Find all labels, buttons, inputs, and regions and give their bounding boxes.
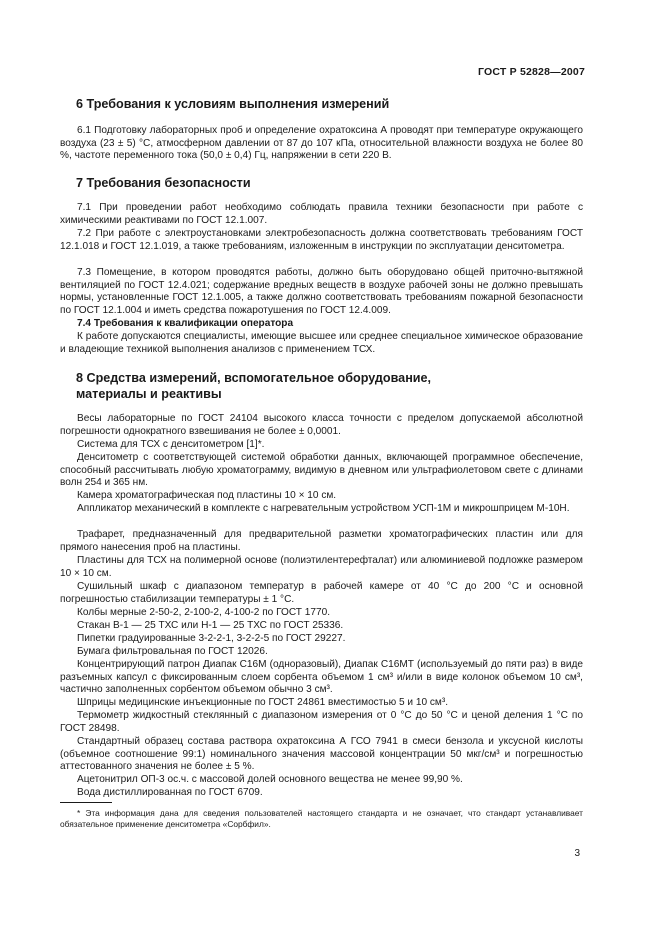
equipment-item-17: Вода дистиллированная по ГОСТ 6709. [77, 787, 263, 798]
equipment-item-10: Пипетки градуированные 3-2-2-1, 3-2-2-5 по ГОСТ 29227. [77, 633, 346, 644]
paragraph-7-2: 7.2 При работе с электроустановками электробезопасность должна соответствовать требованиям ГОСТ 12.1.018 и ГОСТ 12.1.019, а также требованиям, изложенным в инструкции по эксплуатации денситометра. [60, 228, 583, 252]
page-number: 3 [574, 848, 580, 859]
equipment-item-2: Денситометр с соответствующей системой обработки данных, включающей программное обеспечение, способный рассчитывать любую хроматограмму, видимую в дневном или ультрафиолетовом свете с длинами волн 254 и 365 нм. [60, 452, 583, 489]
section-8-title-line2 [76, 386, 222, 402]
section-8-title-line1: 8 Средства измерений, вспомогательное оборудование, [76, 371, 432, 385]
equipment-item-6: Пластины для ТСХ на полимерной основе (полиэтилентерефталат) или алюминиевой подложке размером 10 × 10 см. [60, 555, 583, 579]
equipment-item-13: Шприцы медицинские инъекционные по ГОСТ 24861 вместимостью 5 и 10 см³. [77, 697, 449, 708]
equipment-item-0: Весы лабораторные по ГОСТ 24104 высокого класса точности с пределом допускаемой абсолютной погрешности однократного взвешивания не более ± 0,0001. [60, 413, 583, 437]
footnote: * Эта информация дана для сведения пользователей настоящего стандарта и не означает, что стандарт устанавливает обязательное применение денситометра «Сорбфил». [60, 808, 583, 829]
paragraph-7-4: К работе допускаются специалисты, имеющие высшее или среднее специальное химическое образование и владеющие техникой выполнения анализов с применением ТСХ. [60, 331, 583, 355]
footnote-divider [60, 802, 112, 803]
equipment-item-12: Концентрирующий патрон Диапак С16М (одноразовый), Диапак С16МТ (используемый до пяти раз) в виде разъемных капсул с фиксированным слоем сорбента объемом 1 см³ и/или в виде колонок объемом 10 см³, частично заполненных сорбентом объемом обычно 3 см³. [60, 659, 583, 696]
equipment-item-14: Термометр жидкостный стеклянный с диапазоном измерения от 0 °С до 50 °С и ценой деления 1 °С по ГОСТ 28498. [60, 710, 583, 734]
section-6-title: 6 Требования к условиям выполнения измерений [76, 97, 390, 111]
paragraph-7-1: 7.1 При проведении работ необходимо соблюдать правила техники безопасности при работе с химическими реактивами по ГОСТ 12.1.007. [60, 202, 583, 226]
equipment-item-4: Аппликатор механический в комплекте с нагревательным устройством УСП-1М и микрошприцем М-10Н. [77, 503, 570, 514]
paragraph-6-1: 6.1 Подготовку лабораторных проб и определение охратоксина А проводят при температуре окружающего воздуха (23 ± 5) °С, атмосферном давлении от 87 до 107 кПа, относительной влажности воздуха не более 80 %, частоте переменного тока (50,0 ± 0,4) Гц, напряжении в сети 220 В. [60, 125, 583, 162]
equipment-item-9: Стакан В-1 — 25 ТХС или Н-1 — 25 ТХС по ГОСТ 25336. [77, 620, 344, 631]
equipment-item-16: Ацетонитрил ОП-3 ос.ч. с массовой долей основного вещества не менее 99,90 %. [77, 774, 463, 785]
equipment-item-1: Система для ТСХ с денситометром [1]*. [77, 439, 265, 450]
equipment-item-7: Сушильный шкаф с диапазоном температур в рабочей камере от 40 °С до 200 °С и основной погрешностью стабилизации температуры ± 1 °С. [60, 581, 583, 605]
equipment-item-5: Трафарет, предназначенный для предварительной разметки хроматографических пластин или для прямого нанесения проб на пластины. [60, 529, 583, 553]
subsection-7-4-title: 7.4 Требования к квалификации оператора [77, 318, 294, 329]
document-header: ГОСТ Р 52828—2007 [477, 66, 585, 78]
equipment-item-3: Камера хроматографическая под пластины 10 × 10 см. [77, 490, 337, 501]
section-8-title-line2-text: материалы и реактивы [76, 387, 222, 401]
section-7-title: 7 Требования безопасности [76, 176, 251, 190]
equipment-item-15: Стандартный образец состава раствора охратоксина А ГСО 7941 в смеси бензола и уксусной кислоты (объемное соотношение 99:1) номинального значения массовой концентрации 50 мкг/см³ и погрешностью аттестованного значения не более ± 5 %. [60, 736, 583, 773]
equipment-item-11: Бумага фильтровальная по ГОСТ 12026. [77, 646, 268, 657]
equipment-item-8: Колбы мерные 2-50-2, 2-100-2, 4-100-2 по ГОСТ 1770. [77, 607, 331, 618]
paragraph-7-3: 7.3 Помещение, в котором проводятся работы, должно быть оборудовано общей приточно-вытяжной вентиляцией по ГОСТ 12.4.021; содержание вредных веществ в воздухе рабочей зоны не должно превышать нормы, установленные ГОСТ 12.1.005, а также должно соответствовать требованиям пожарной безопасности по ГОСТ 12.1.004 и иметь средства пожаротушения по ГОСТ 12.4.009. [60, 267, 583, 316]
